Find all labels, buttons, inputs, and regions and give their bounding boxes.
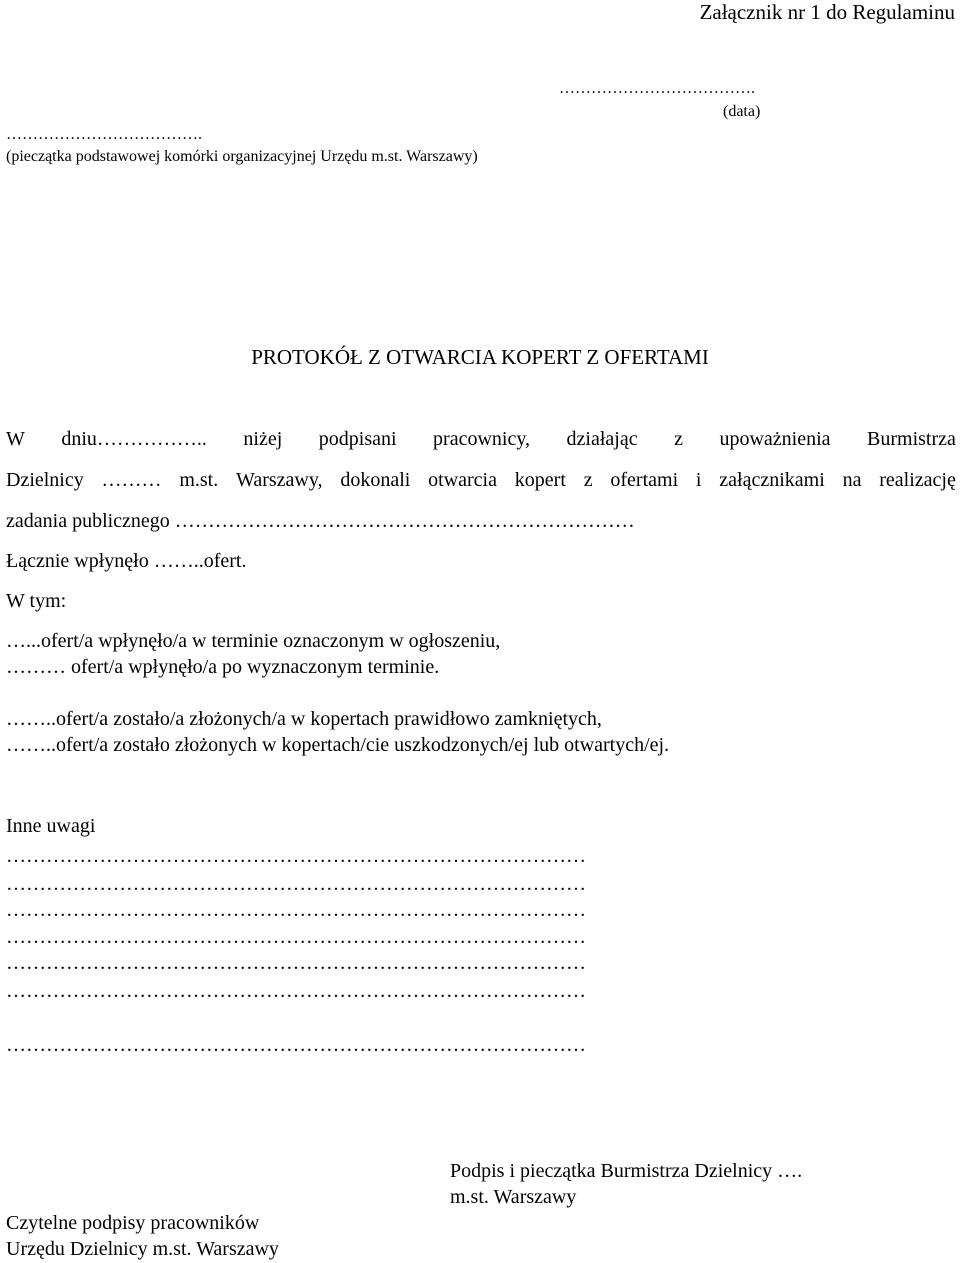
word: Burmistrza (867, 428, 956, 450)
word: m.st. (179, 469, 219, 491)
notes-line: …………………………………………………………………………… (6, 926, 586, 948)
word: ……… (101, 469, 162, 491)
notes-label: Inne uwagi (6, 815, 96, 837)
word: realizację (879, 469, 956, 491)
annex-title: Załącznik nr 1 do Regulaminu (699, 0, 955, 24)
date-placeholder-dots: ………………………………. (559, 80, 755, 97)
paragraph-line-1 (6, 428, 956, 450)
notes-line: …………………………………………………………………………… (6, 980, 586, 1002)
total-received-line: Łącznie wpłynęło ……..ofert. (6, 550, 247, 572)
word: dokonali (340, 469, 411, 491)
paragraph-line-2 (6, 469, 956, 491)
word: załącznikami (719, 469, 825, 491)
word: działając (566, 428, 638, 450)
word: pracownicy, (433, 428, 531, 450)
employees-signature-sublabel: Urzędu Dzielnicy m.st. Warszawy (6, 1238, 279, 1260)
word: W (6, 428, 25, 450)
word: kopert (514, 469, 566, 491)
mayor-signature-label: Podpis i pieczątka Burmistrza Dzielnicy …. (450, 1160, 803, 1182)
w-tym-label: W tym: (6, 590, 67, 612)
date-label: (data) (723, 103, 761, 120)
word: otwarcia (428, 469, 497, 491)
mayor-signature-sublabel: m.st. Warszawy (450, 1186, 577, 1208)
notes-line: …………………………………………………………………………… (6, 952, 586, 974)
word: podpisani (318, 428, 397, 450)
word: z (674, 428, 683, 450)
notes-line: …………………………………………………………………………… (6, 845, 586, 867)
notes-line: …………………………………………………………………………… (6, 1034, 586, 1056)
word: na (842, 469, 862, 491)
word: ofertami (610, 469, 679, 491)
word: i (695, 469, 702, 491)
stamp-label: (pieczątka podstawowej komórki organizacyjnej Urzędu m.st. Warszawy) (6, 148, 478, 165)
word: Warszawy, (236, 469, 323, 491)
list-item: …...ofert/a wpłynęło/a w terminie oznaczonym w ogłoszeniu, (6, 630, 501, 652)
word: niżej (243, 428, 283, 450)
notes-line: …………………………………………………………………………… (6, 873, 586, 895)
list-item: ……..ofert/a zostało/a złożonych/a w kopertach prawidłowo zamkniętych, (6, 708, 602, 730)
word: Dzielnicy (6, 469, 84, 491)
stamp-placeholder-dots: ………………………………. (6, 126, 202, 143)
document-title: PROTOKÓŁ Z OTWARCIA KOPERT Z OFERTAMI (251, 345, 709, 369)
word: upoważnienia (719, 428, 831, 450)
employees-signature-label: Czytelne podpisy pracowników (6, 1212, 260, 1234)
paragraph-line-3: zadania publicznego …………………………………………………………… (6, 510, 635, 532)
list-item: ……..ofert/a zostało złożonych w kopertach/cie uszkodzonych/ej lub otwartych/ej. (6, 734, 670, 756)
list-item: ……… ofert/a wpłynęło/a po wyznaczonym terminie. (6, 656, 440, 678)
word: z (583, 469, 593, 491)
word: dniu…………….. (61, 428, 207, 450)
notes-line: …………………………………………………………………………… (6, 899, 586, 921)
